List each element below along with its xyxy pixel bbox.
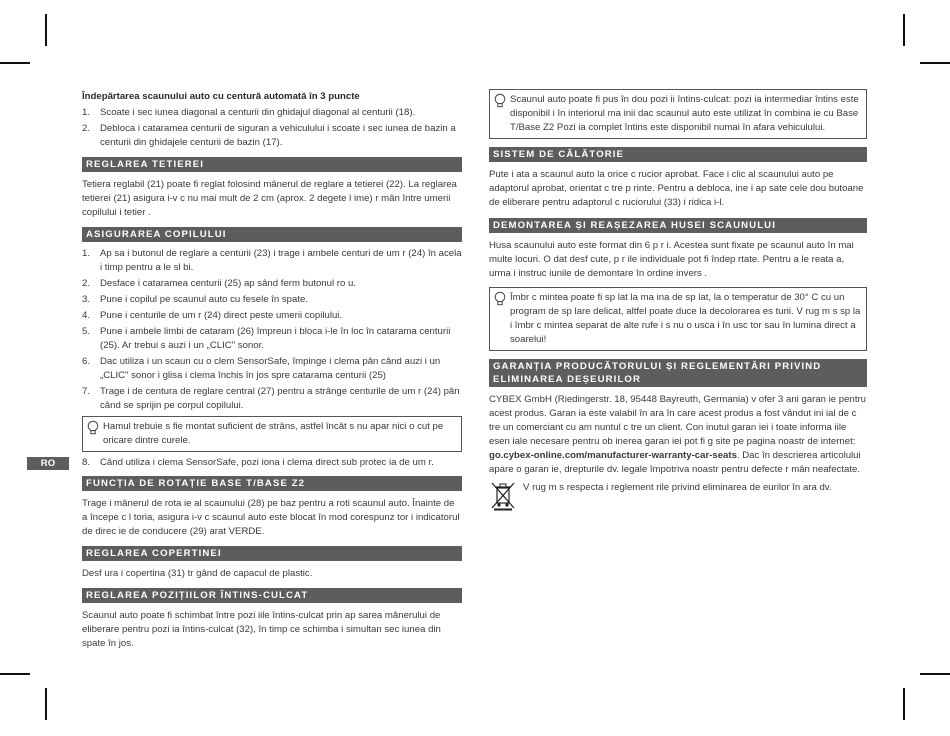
lightbulb-icon — [494, 291, 506, 307]
list-item — [82, 122, 462, 150]
list-text: Pune i copilul pe scaunul auto cu fesele în spate. — [100, 294, 309, 305]
list-number: 1. — [82, 248, 91, 259]
asigurare-list-continued — [82, 456, 462, 470]
list-text: Pune i ambele limbi de cataram (26) împreun i bloca i-le în loc în catarama centurii (25). Ar trebui s auzi i un „CLIC" sonor. — [100, 326, 451, 351]
list-number: 2. — [82, 278, 91, 289]
garantie-title-line2: ELIMINAREA DEȘEURILOR — [493, 374, 642, 385]
husa-text: Husa scaunului auto este format din 6 p r i. Acestea sunt fixate pe scaunul auto în mai multe locuri. O dat desf cute, p r ile individuale pot fi îndep rtate. Pentru a le reata a, urma i instruc iunile de demontare în ordine invers . — [489, 240, 854, 279]
list-item — [82, 247, 462, 275]
crop-mark — [45, 14, 47, 46]
rotatie-text: Trage i mânerul de rota ie al scaunului (28) pe baz pentru a roti scaunul auto. Înainte de a începe c l toria, asigura i-v c scaunul auto este blocat în mod corespunz tor i indicatorul de direc ie de conducere (29) arat VERDE. — [82, 498, 460, 537]
weee-text: V rug m s respecta i reglement rile privind eliminarea de eurilor în ara dv. — [523, 482, 832, 493]
section-heading-copertine: REGLAREA COPERTINEI — [82, 546, 462, 561]
garantie-text-b: . Dac în descrierea articolului apare o garan ie, drepturile dv. legale împotriva noastr pentru defecte r mân neafectate. — [489, 450, 861, 475]
section-heading-tetiera: REGLAREA TETIEREI — [82, 157, 462, 172]
garantie-title-line1: GARANȚIA PRODUCĂTORULUI ȘI REGLEMENTĂRI PRIVIND — [493, 361, 822, 372]
harness-note-box — [82, 416, 462, 452]
list-item — [82, 309, 462, 323]
crossed-bin-icon — [489, 481, 517, 511]
list-item — [82, 106, 462, 120]
left-column — [82, 90, 462, 651]
garantie-text-a: CYBEX GmbH (Riedingerstr. 18, 95448 Bayreuth, Germania) v ofer 3 ani garan ie pentru acest produs. Garan ia este valabil în ara în care acest produs a fost vândut ini ial de c tre un comerciant cu am nuntul c tre un client. Con inutul garan iei i toate informa iile esen iale necesare pentru ob inerea garan iei pot fi g site pe pagina noastr de internet: — [489, 394, 867, 447]
list-item — [82, 355, 462, 383]
tetiera-text: Tetiera reglabil (21) poate fi reglat folosind mânerul de reglare a tetierei (22). La reglarea tetierei (21) asigura i-v c nu mai mult de 2 cm (aprox. 2 degete l ime) r mân între umerii copilului i tetier . — [82, 179, 457, 218]
crop-mark — [0, 673, 30, 675]
list-number: 2. — [82, 123, 91, 134]
list-number: 8. — [82, 457, 91, 468]
crop-mark — [903, 688, 905, 720]
section-heading-calatorie: SISTEM DE CĂLĂTORIE — [489, 147, 867, 162]
list-item — [82, 325, 462, 353]
crop-mark — [903, 14, 905, 46]
list-item — [82, 385, 462, 413]
section-heading-pozitii: REGLAREA POZIȚIILOR ÎNTINS-CULCAT — [82, 588, 462, 603]
garantie-text — [489, 393, 867, 477]
list-item — [82, 277, 462, 291]
list-text: Pune i centurile de um r (24) direct peste umerii copilului. — [100, 310, 343, 321]
crop-mark — [920, 62, 950, 64]
crop-mark — [0, 62, 30, 64]
language-tab: RO — [27, 457, 69, 470]
asigurare-list — [82, 247, 462, 413]
intro-title: Îndepărtarea scaunului auto cu centură automată în 3 puncte — [82, 91, 360, 102]
crop-mark — [920, 673, 950, 675]
list-number: 3. — [82, 294, 91, 305]
list-text: Desface i cataramea centurii (25) ap sând ferm butonul ro u. — [100, 278, 356, 289]
harness-note-text: Hamul trebuie s fie montat suficient de strâns, astfel încât s nu apar nici o cut pe oricare dintre curele. — [103, 421, 444, 446]
list-text: Dac utiliza i un scaun cu o clem SensorSafe, împinge i clema pân când auzi i un „CLIC" sonor i glisa i clema închis în jos spre catarama centurii (25) — [100, 356, 441, 381]
calatorie-text: Pute i ata a scaunul auto la orice c rucior aprobat. Face i clic al scaunului auto pe adaptorul aprobat, orientat c tre p rinte. Pentru a debloca, ine i ap sate cele dou butoane de eliberare pentru adaptorul c ruciorului (33) i ridica i-l. — [489, 169, 864, 208]
warranty-link[interactable]: go.cybex-online.com/manufacturer-warranty-car-seats — [489, 450, 737, 461]
list-text: Trage i de centura de reglare central (27) pentru a strânge centurile de um r (24) pân când se sprijin pe corpul copilului. — [100, 386, 460, 411]
crop-mark — [45, 688, 47, 720]
list-number: 7. — [82, 386, 91, 397]
list-item — [82, 456, 462, 470]
weee-block — [489, 481, 867, 511]
list-number: 1. — [82, 107, 91, 118]
list-text: Debloca i cataramea centurii de siguran a vehiculului i scoate i sec iunea de bazin a centurii din ghidajele centurii de bazin (17). — [100, 123, 456, 148]
wash-note-box — [489, 287, 867, 351]
intro-list — [82, 106, 462, 150]
section-heading-asigurare: ASIGURAREA COPILULUI — [82, 227, 462, 242]
copertine-text: Desf ura i copertina (31) tr gând de capacul de plastic. — [82, 568, 313, 579]
section-heading-husa: DEMONTAREA ȘI REAȘEZAREA HUSEI SCAUNULUI — [489, 218, 867, 233]
list-text: Scoate i sec iunea diagonal a centurii din ghidajul diagonal al centurii (18). — [100, 107, 416, 118]
section-heading-rotatie: FUNCȚIA DE ROTAȚIE BASE T/BASE Z2 — [82, 476, 462, 491]
recline-note-box — [489, 89, 867, 139]
list-text: Ap sa i butonul de reglare a centurii (23) i trage i ambele centuri de um r (24) în acela i timp pentru a le sl bi. — [100, 248, 462, 273]
pozitii-text: Scaunul auto poate fi schimbat între pozi iile întins-culcat prin ap sarea mânerului de eliberare pentru pozi ia întins-culcat (32), în timp ce schimba i simultan sec iunea din spate în jos. — [82, 610, 441, 649]
list-number: 4. — [82, 310, 91, 321]
recline-note-text: Scaunul auto poate fi pus în dou pozi ii întins-culcat: pozi ia intermediar întins este disponibil i în interiorul ma inii dac scaunul auto este utilizat în combina ie cu Base T/Base Z2 Pozi ia complet întins este disponibil numai în afara vehiculului. — [510, 94, 859, 133]
lightbulb-icon — [87, 420, 99, 436]
list-number: 6. — [82, 356, 91, 367]
list-number: 5. — [82, 326, 91, 337]
right-column — [489, 89, 867, 511]
lightbulb-icon — [494, 93, 506, 109]
section-heading-garantie — [489, 359, 867, 387]
wash-note-text: Îmbr c mintea poate fi sp lat la ma ina de sp lat, la o temperatur de 30° C cu un program de sp lare delicat, altfel poate duce la decolorarea es turii. V rug m s sp la i îmbr c mintea separat de alte rufe i s nu o usca i în usc tor sau în lumina direct a soarelui! — [510, 292, 861, 345]
list-text: Când utiliza i clema SensorSafe, pozi iona i clema direct sub protec ia de um r. — [100, 457, 434, 468]
list-item — [82, 293, 462, 307]
